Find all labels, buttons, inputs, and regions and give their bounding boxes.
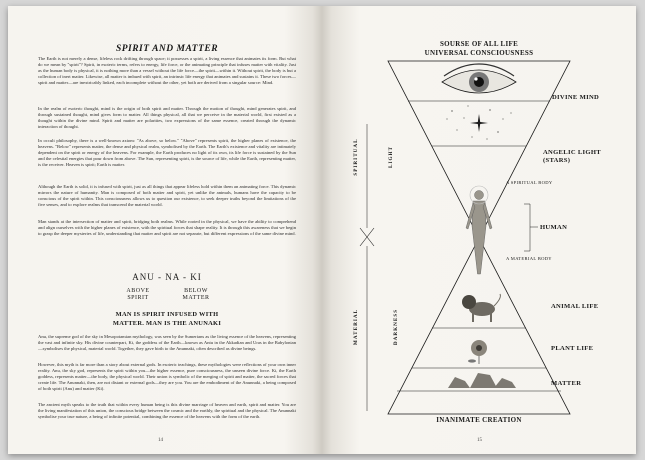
paragraph: Although the Earth is solid, it is infused with spirit, just as all things that appear lifeless hold within them an animating force. This dynamic mirrors the nature of humanity. Man is composed of both matter and spirit, yet unlike the animals, humans have the capacity to be conscious of the spirit within. This consciousness allows us to question our existence, to seek deeper truths beyond the limitations of the five senses, and to explore realms that transcend the material world. bbox=[38, 184, 296, 208]
above-label: ABOVE bbox=[126, 288, 150, 294]
left-page bbox=[8, 6, 322, 454]
level-angelic-light: ANGELIC LIGHT bbox=[543, 149, 601, 156]
side-label-light: LIGHT bbox=[388, 146, 394, 169]
level-human: HUMAN bbox=[540, 224, 568, 231]
summary-line: MAN IS SPIRIT INFUSED WITH bbox=[115, 311, 219, 318]
eye-icon bbox=[442, 64, 516, 93]
side-label-material: MATERIAL bbox=[353, 308, 359, 346]
matter-label: MATTER bbox=[182, 295, 210, 301]
level-plant-life: PLANT LIFE bbox=[551, 345, 594, 352]
diagram-top-title: SOURSE OF ALL LIFE bbox=[439, 40, 519, 48]
paragraph: The ancient myth speaks to the truth that within every human being is this divine marriage of heaven and earth, spirit and matter. You are the living manifestation of this union, the conscious bridge between the cosmic and the earthly, the spiritual and the physical. The Anunnaki symbolise your true nature, a being of infinite potential, combining the essence of the heavens with the form of the earth. bbox=[38, 402, 296, 420]
spirit-label: SPIRIT bbox=[127, 295, 149, 301]
lion-icon bbox=[462, 294, 500, 322]
hourglass-diagram bbox=[322, 6, 636, 454]
above-spirit-label bbox=[108, 288, 168, 302]
paragraph: In the realm of esoteric thought, mind is the origin of both spirit and matter. Through the motion of thought, mind generates spirit, and through sustained thought, mind gives form to matter. All things physical, all that we perceive in the material world, first existed as a thought within the divine mind. Spirit and matter are polarities, two expressions of the same essence, created through the dynamic interaction of thought. bbox=[38, 106, 296, 130]
level-matter: MATTER bbox=[551, 380, 582, 387]
material-body-label: A MATERIAL BODY bbox=[506, 256, 552, 261]
chapter-title: SPIRIT AND MATTER bbox=[115, 44, 219, 54]
diagram-bottom-title: INANIMATE CREATION bbox=[436, 416, 522, 424]
side-label-darkness: DARKNESS bbox=[393, 308, 399, 346]
paragraph: In occult philosophy, there is a well-known axiom: "As above, so below." "Above" represents spirit, the higher planes of existence, the heavens. "Below" represents matter, the dense and physical realm, symbolised by the Earth. The Earth's existence and vitality are intimately dependent on the spirit or energy of the heavens. For example, the Earth produces no light of its own, its life force is sustained by the Sun and the celestial energies that pour down from above. The Sun, representing spirit, is the source of life, while the Earth, representing matter, is the receiver. Heaven is spirit; Earth is matter. bbox=[38, 138, 296, 168]
summary-line: MATTER. MAN IS THE ANUNAKI bbox=[112, 320, 222, 327]
page-number: 14 bbox=[158, 438, 163, 443]
right-page bbox=[322, 6, 636, 454]
star-field-icon bbox=[447, 106, 512, 140]
paragraph: The Earth is not merely a dense, lifeless rock drifting through space; it possesses a spirit, a living essence that animates its form. But what do we mean by "spirit"? Spirit, in esoteric terms, refers to energy, life force, or the animating principle that infuses matter with vitality. Just as the human body is physical, it is nothing more than a vessel without the life force—the spirit—within it. Without spirit, the body is but a collection of inert matter. Likewise, all matter is imbued with spirit, an intrinsic life energy that animates and sustains it. These two forces—spirit and matter—are inextricably linked, each incomplete without the other, yet both are derived from a singular source: Mind. bbox=[38, 56, 296, 86]
flower-icon bbox=[468, 340, 487, 364]
paragraph: Anu, the supreme god of the sky in Mesopotamian mythology, was seen by the Sumerians as the living essence of the heavens, representing the vast and infinite sky. His divine counterpart, Ki, the goddess of the Earth—known as Antu in the Akkadian and Uras in the Babylonian—symbolises the physical, material world. Together, they gave birth to the Anunnaki, often described as divine beings. bbox=[38, 334, 296, 352]
spiritual-body-label: A SPIRITUAL BODY bbox=[506, 180, 553, 185]
paragraph: Man stands at the intersection of matter and spirit, bridging both realms. While rooted in the physical, we have the ability to comprehend and align ourselves with the higher planes of existence, with the spiritual forces that shape reality. It is through this awareness that we begin to grasp the deeper mysteries of life, understanding that matter and spirit are not separate, but different expressions of the same divine mind. bbox=[38, 219, 296, 237]
open-book bbox=[8, 6, 636, 454]
rock-icon bbox=[448, 373, 516, 388]
side-label-spiritual: SPIRITUAL bbox=[353, 138, 359, 176]
human-figure-icon bbox=[466, 186, 492, 274]
summary-statement bbox=[38, 310, 296, 328]
level-animal-life: ANIMAL LIFE bbox=[551, 303, 599, 310]
diagram-subtitle: UNIVERSAL CONSCIOUSNESS bbox=[424, 49, 534, 57]
page-number: 15 bbox=[477, 438, 482, 443]
level-stars: (STARS) bbox=[543, 157, 571, 164]
level-divine-mind: DIVINE MIND bbox=[552, 94, 600, 101]
anu-na-ki-heading: ANU - NA - KI bbox=[132, 272, 202, 282]
paragraph: However, this myth is far more than a story about external gods. In esoteric teachings, these mythologies were reflections of your own inner reality. Anu, the sky god, represents the spirit within you—the higher essence, pure consciousness, the unseen divine force. Ki, the Earth goddess, represents matter—the body, the physical world. Their union is symbolic of the merging of spirit and matter, the sacred forces that create life. The Anunnaki, then, are not distant or external gods—they are you. You are the embodiment of the Anunnaki, a being composed of both spirit (Anu) and matter (Ki). bbox=[38, 362, 296, 392]
below-label: BELOW bbox=[184, 288, 208, 294]
below-matter-label bbox=[166, 288, 226, 302]
